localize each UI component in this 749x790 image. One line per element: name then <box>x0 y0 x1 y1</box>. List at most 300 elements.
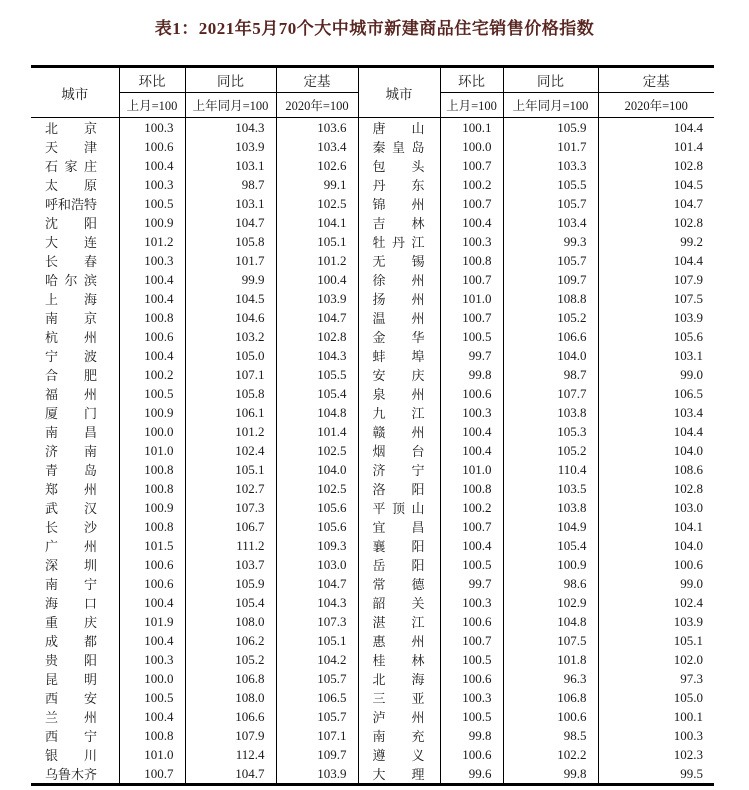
city-name: 湛江 <box>372 615 425 630</box>
value-cell: 106.6 <box>185 707 276 726</box>
city-cell <box>358 612 440 631</box>
value-cell: 100.6 <box>119 555 185 574</box>
city-cell <box>31 232 119 251</box>
value-cell: 103.9 <box>598 308 714 327</box>
value-cell: 100.3 <box>440 232 503 251</box>
city-cell <box>31 156 119 175</box>
city-cell <box>358 631 440 650</box>
city-name: 杭州 <box>45 330 97 345</box>
value-cell: 101.0 <box>119 441 185 460</box>
value-cell: 108.8 <box>503 289 598 308</box>
city-cell <box>358 175 440 194</box>
city-name: 韶关 <box>372 596 425 611</box>
value-cell: 105.1 <box>185 460 276 479</box>
value-cell: 105.9 <box>185 574 276 593</box>
value-cell: 99.8 <box>440 726 503 745</box>
value-cell: 100.3 <box>119 175 185 194</box>
table-row <box>31 764 714 785</box>
value-cell: 99.8 <box>503 764 598 785</box>
city-name: 徐州 <box>372 273 425 288</box>
table-row <box>31 669 714 688</box>
value-cell: 100.4 <box>440 441 503 460</box>
city-name: 赣州 <box>372 425 425 440</box>
city-cell <box>31 327 119 346</box>
city-name: 重庆 <box>45 615 97 630</box>
value-cell: 105.6 <box>598 327 714 346</box>
table-row <box>31 498 714 517</box>
value-cell: 103.4 <box>503 213 598 232</box>
value-cell: 105.4 <box>503 536 598 555</box>
table-row <box>31 384 714 403</box>
value-cell: 104.3 <box>276 346 358 365</box>
value-cell: 102.8 <box>598 213 714 232</box>
table-row <box>31 574 714 593</box>
city-cell <box>31 498 119 517</box>
value-cell: 100.6 <box>440 612 503 631</box>
value-cell: 102.5 <box>276 441 358 460</box>
price-index-table <box>31 65 714 786</box>
table-row <box>31 346 714 365</box>
city-name: 青岛 <box>45 463 97 478</box>
value-cell: 107.5 <box>598 289 714 308</box>
value-cell: 103.5 <box>503 479 598 498</box>
value-cell: 107.3 <box>185 498 276 517</box>
city-cell <box>358 707 440 726</box>
city-cell <box>31 403 119 422</box>
value-cell: 100.6 <box>119 327 185 346</box>
value-cell: 99.0 <box>598 574 714 593</box>
value-cell: 101.2 <box>185 422 276 441</box>
value-cell: 102.2 <box>503 745 598 764</box>
city-name: 上海 <box>45 292 97 307</box>
value-cell: 100.5 <box>119 384 185 403</box>
value-cell: 104.1 <box>598 517 714 536</box>
value-cell: 103.7 <box>185 555 276 574</box>
value-cell: 100.4 <box>119 631 185 650</box>
value-cell: 105.1 <box>598 631 714 650</box>
city-name: 北海 <box>372 672 425 687</box>
value-cell: 109.7 <box>503 270 598 289</box>
city-name: 安庆 <box>372 368 425 383</box>
table-row <box>31 403 714 422</box>
city-cell <box>358 745 440 764</box>
table-row <box>31 175 714 194</box>
value-cell: 112.4 <box>185 745 276 764</box>
city-cell <box>31 308 119 327</box>
value-cell: 107.1 <box>185 365 276 384</box>
value-cell: 97.3 <box>598 669 714 688</box>
value-cell: 104.8 <box>503 612 598 631</box>
value-cell: 104.7 <box>276 574 358 593</box>
city-name: 哈尔滨 <box>45 273 97 288</box>
subheader-mom-right: 上月=100 <box>440 93 503 118</box>
city-name: 合肥 <box>45 368 97 383</box>
header-mom-left: 环比 <box>119 67 185 93</box>
value-cell: 104.0 <box>276 460 358 479</box>
city-name: 无锡 <box>372 254 425 269</box>
value-cell: 98.7 <box>503 365 598 384</box>
city-cell <box>31 555 119 574</box>
city-cell <box>31 460 119 479</box>
value-cell: 103.1 <box>185 194 276 213</box>
value-cell: 106.8 <box>185 669 276 688</box>
city-name: 太原 <box>45 178 97 193</box>
city-name: 南京 <box>45 311 97 326</box>
table-row <box>31 365 714 384</box>
city-name: 泉州 <box>372 387 425 402</box>
city-cell <box>358 137 440 156</box>
city-cell <box>31 745 119 764</box>
value-cell: 104.5 <box>185 289 276 308</box>
value-cell: 105.5 <box>276 365 358 384</box>
value-cell: 103.8 <box>503 403 598 422</box>
city-name: 昆明 <box>45 672 97 687</box>
subheader-mom-left: 上月=100 <box>119 93 185 118</box>
city-cell <box>358 688 440 707</box>
table-row <box>31 726 714 745</box>
city-cell <box>31 137 119 156</box>
city-name: 蚌埠 <box>372 349 425 364</box>
city-cell <box>358 669 440 688</box>
city-cell <box>358 194 440 213</box>
value-cell: 105.2 <box>503 441 598 460</box>
value-cell: 106.1 <box>185 403 276 422</box>
city-cell <box>31 479 119 498</box>
value-cell: 101.7 <box>503 137 598 156</box>
city-name: 宜昌 <box>372 520 425 535</box>
value-cell: 110.4 <box>503 460 598 479</box>
value-cell: 99.7 <box>440 574 503 593</box>
city-cell <box>358 403 440 422</box>
value-cell: 100.3 <box>440 593 503 612</box>
city-name: 银川 <box>45 748 97 763</box>
value-cell: 100.8 <box>119 479 185 498</box>
value-cell: 100.5 <box>119 688 185 707</box>
value-cell: 104.6 <box>185 308 276 327</box>
value-cell: 100.9 <box>503 555 598 574</box>
city-name: 大连 <box>45 235 97 250</box>
table-row <box>31 593 714 612</box>
value-cell: 100.6 <box>440 745 503 764</box>
value-cell: 99.3 <box>503 232 598 251</box>
table-row <box>31 156 714 175</box>
value-cell: 105.3 <box>503 422 598 441</box>
value-cell: 101.8 <box>503 650 598 669</box>
value-cell: 105.7 <box>503 251 598 270</box>
value-cell: 103.0 <box>276 555 358 574</box>
value-cell: 105.8 <box>185 232 276 251</box>
value-cell: 105.8 <box>185 384 276 403</box>
city-cell <box>31 536 119 555</box>
table-row <box>31 688 714 707</box>
value-cell: 103.6 <box>276 118 358 138</box>
table-row <box>31 213 714 232</box>
value-cell: 98.6 <box>503 574 598 593</box>
value-cell: 104.0 <box>598 441 714 460</box>
city-name: 宁波 <box>45 349 97 364</box>
table-row <box>31 517 714 536</box>
city-name: 西宁 <box>45 729 97 744</box>
city-cell <box>358 346 440 365</box>
city-cell <box>358 460 440 479</box>
city-name: 洛阳 <box>372 482 425 497</box>
value-cell: 100.4 <box>119 707 185 726</box>
table-row <box>31 612 714 631</box>
city-cell <box>31 422 119 441</box>
city-name: 厦门 <box>45 406 97 421</box>
value-cell: 105.0 <box>598 688 714 707</box>
value-cell: 100.7 <box>440 270 503 289</box>
value-cell: 100.5 <box>440 707 503 726</box>
table-row <box>31 194 714 213</box>
value-cell: 106.7 <box>185 517 276 536</box>
value-cell: 100.7 <box>440 156 503 175</box>
value-cell: 99.7 <box>440 346 503 365</box>
city-name: 广州 <box>45 539 97 554</box>
value-cell: 100.5 <box>440 650 503 669</box>
city-name: 金华 <box>372 330 425 345</box>
city-cell <box>358 118 440 138</box>
value-cell: 103.2 <box>185 327 276 346</box>
city-cell <box>358 422 440 441</box>
value-cell: 106.5 <box>276 688 358 707</box>
value-cell: 100.7 <box>119 764 185 785</box>
value-cell: 100.8 <box>440 251 503 270</box>
city-cell <box>31 365 119 384</box>
value-cell: 103.4 <box>276 137 358 156</box>
value-cell: 103.4 <box>598 403 714 422</box>
value-cell: 100.8 <box>119 308 185 327</box>
city-name: 大理 <box>372 767 425 782</box>
value-cell: 101.9 <box>119 612 185 631</box>
value-cell: 101.0 <box>440 289 503 308</box>
city-cell <box>31 213 119 232</box>
value-cell: 100.3 <box>119 650 185 669</box>
city-name: 武汉 <box>45 501 97 516</box>
table-row <box>31 745 714 764</box>
city-name: 桂林 <box>372 653 425 668</box>
value-cell: 100.2 <box>440 498 503 517</box>
value-cell: 99.0 <box>598 365 714 384</box>
value-cell: 105.6 <box>276 498 358 517</box>
city-cell <box>358 327 440 346</box>
city-cell <box>31 764 119 785</box>
table-header <box>31 67 714 118</box>
value-cell: 103.1 <box>185 156 276 175</box>
value-cell: 103.9 <box>598 612 714 631</box>
value-cell: 103.8 <box>503 498 598 517</box>
city-cell <box>31 270 119 289</box>
header-base-right: 定基 <box>598 67 714 93</box>
table-row <box>31 479 714 498</box>
value-cell: 100.1 <box>440 118 503 138</box>
value-cell: 101.0 <box>440 460 503 479</box>
value-cell: 104.8 <box>276 403 358 422</box>
city-name: 石家庄 <box>45 159 97 174</box>
value-cell: 102.4 <box>598 593 714 612</box>
table-row <box>31 422 714 441</box>
city-cell <box>31 194 119 213</box>
table-row <box>31 460 714 479</box>
value-cell: 100.4 <box>440 422 503 441</box>
value-cell: 101.2 <box>276 251 358 270</box>
city-name: 唐山 <box>372 121 425 136</box>
value-cell: 104.3 <box>185 118 276 138</box>
value-cell: 101.4 <box>598 137 714 156</box>
city-cell <box>31 688 119 707</box>
value-cell: 100.4 <box>119 156 185 175</box>
city-cell <box>358 308 440 327</box>
value-cell: 102.8 <box>598 156 714 175</box>
value-cell: 102.5 <box>276 194 358 213</box>
city-cell <box>358 270 440 289</box>
city-name: 南充 <box>372 729 425 744</box>
header-mom-right: 环比 <box>440 67 503 93</box>
value-cell: 100.8 <box>119 726 185 745</box>
value-cell: 102.7 <box>185 479 276 498</box>
city-name: 丹东 <box>372 178 425 193</box>
value-cell: 100.8 <box>119 460 185 479</box>
value-cell: 105.1 <box>276 232 358 251</box>
city-name: 九江 <box>372 406 425 421</box>
value-cell: 96.3 <box>503 669 598 688</box>
city-cell <box>358 498 440 517</box>
city-name: 北京 <box>45 121 97 136</box>
value-cell: 102.6 <box>276 156 358 175</box>
header-base-left: 定基 <box>276 67 358 93</box>
city-cell <box>358 764 440 785</box>
value-cell: 102.9 <box>503 593 598 612</box>
value-cell: 104.5 <box>598 175 714 194</box>
value-cell: 105.2 <box>185 650 276 669</box>
value-cell: 100.3 <box>119 251 185 270</box>
table-row <box>31 650 714 669</box>
value-cell: 105.0 <box>185 346 276 365</box>
value-cell: 106.6 <box>503 327 598 346</box>
city-cell <box>31 118 119 138</box>
city-cell <box>358 441 440 460</box>
value-cell: 100.4 <box>119 289 185 308</box>
value-cell: 101.7 <box>185 251 276 270</box>
value-cell: 100.3 <box>440 688 503 707</box>
city-name: 天津 <box>45 140 97 155</box>
city-name: 常德 <box>372 577 425 592</box>
city-cell <box>31 384 119 403</box>
city-name: 牡丹江 <box>372 235 425 250</box>
value-cell: 104.7 <box>185 213 276 232</box>
value-cell: 101.5 <box>119 536 185 555</box>
value-cell: 105.1 <box>276 631 358 650</box>
value-cell: 104.7 <box>185 764 276 785</box>
table-row <box>31 137 714 156</box>
value-cell: 100.3 <box>440 403 503 422</box>
city-name: 三亚 <box>372 691 425 706</box>
value-cell: 98.7 <box>185 175 276 194</box>
city-cell <box>31 289 119 308</box>
city-name: 吉林 <box>372 216 425 231</box>
value-cell: 104.4 <box>598 118 714 138</box>
value-cell: 105.2 <box>503 308 598 327</box>
header-city-right: 城市 <box>358 67 440 118</box>
value-cell: 100.4 <box>276 270 358 289</box>
value-cell: 100.6 <box>440 669 503 688</box>
table-row <box>31 327 714 346</box>
city-name: 襄阳 <box>372 539 425 554</box>
value-cell: 100.5 <box>440 327 503 346</box>
value-cell: 99.2 <box>598 232 714 251</box>
value-cell: 100.2 <box>119 365 185 384</box>
value-cell: 105.4 <box>185 593 276 612</box>
city-name: 扬州 <box>372 292 425 307</box>
value-cell: 106.2 <box>185 631 276 650</box>
value-cell: 100.6 <box>503 707 598 726</box>
city-name: 沈阳 <box>45 216 97 231</box>
value-cell: 99.8 <box>440 365 503 384</box>
value-cell: 100.6 <box>440 384 503 403</box>
city-cell <box>358 726 440 745</box>
value-cell: 99.1 <box>276 175 358 194</box>
value-cell: 107.1 <box>276 726 358 745</box>
city-cell <box>358 479 440 498</box>
value-cell: 104.9 <box>503 517 598 536</box>
city-name: 烟台 <box>372 444 425 459</box>
city-name: 海口 <box>45 596 97 611</box>
value-cell: 103.9 <box>276 289 358 308</box>
value-cell: 100.0 <box>119 422 185 441</box>
value-cell: 100.6 <box>119 137 185 156</box>
table-row <box>31 555 714 574</box>
value-cell: 102.3 <box>598 745 714 764</box>
city-name: 呼和浩特 <box>45 197 98 212</box>
city-cell <box>31 726 119 745</box>
value-cell: 98.5 <box>503 726 598 745</box>
city-name: 乌鲁木齐 <box>45 767 98 782</box>
value-cell: 100.3 <box>119 118 185 138</box>
city-cell <box>358 517 440 536</box>
city-cell <box>31 669 119 688</box>
value-cell: 105.6 <box>276 517 358 536</box>
value-cell: 101.2 <box>119 232 185 251</box>
value-cell: 99.6 <box>440 764 503 785</box>
city-name: 惠州 <box>372 634 425 649</box>
value-cell: 100.8 <box>440 479 503 498</box>
city-cell <box>358 232 440 251</box>
value-cell: 104.7 <box>598 194 714 213</box>
city-cell <box>358 593 440 612</box>
city-cell <box>358 365 440 384</box>
value-cell: 108.0 <box>185 688 276 707</box>
value-cell: 107.7 <box>503 384 598 403</box>
table-row <box>31 308 714 327</box>
value-cell: 108.6 <box>598 460 714 479</box>
value-cell: 100.0 <box>119 669 185 688</box>
table-row <box>31 441 714 460</box>
city-cell <box>358 156 440 175</box>
city-name: 深圳 <box>45 558 97 573</box>
city-name: 长沙 <box>45 520 97 535</box>
value-cell: 100.4 <box>119 346 185 365</box>
table-row <box>31 631 714 650</box>
city-cell <box>31 574 119 593</box>
value-cell: 100.9 <box>119 403 185 422</box>
table-row <box>31 707 714 726</box>
value-cell: 100.8 <box>119 517 185 536</box>
subheader-base-right: 2020年=100 <box>598 93 714 118</box>
city-cell <box>31 517 119 536</box>
value-cell: 102.8 <box>276 327 358 346</box>
value-cell: 107.5 <box>503 631 598 650</box>
city-name: 泸州 <box>372 710 425 725</box>
